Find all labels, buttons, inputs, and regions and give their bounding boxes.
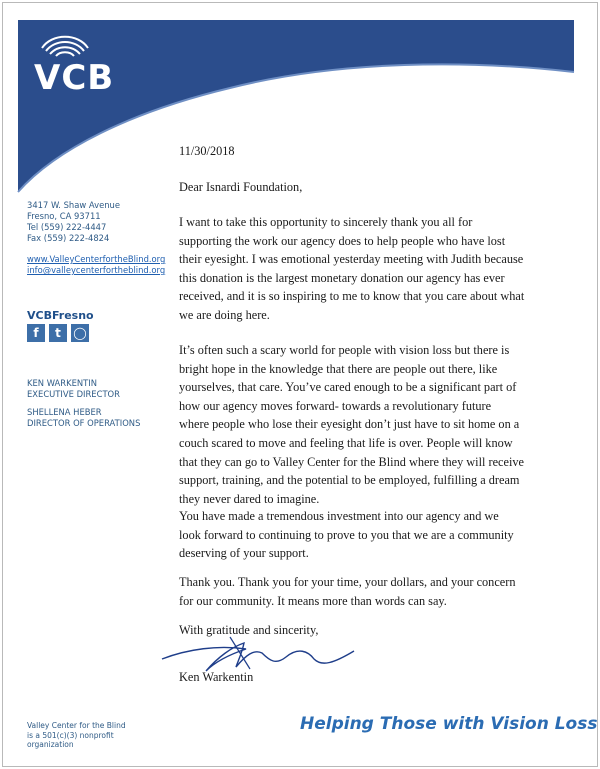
- note-line: organization: [27, 740, 74, 749]
- text-line: received, and it is so inspiring to me to know that you care about what: [179, 289, 525, 304]
- staff-name: SHELLENA HEBER: [27, 407, 102, 417]
- text-line: couch scared to move and feeling that life is over. People will know: [179, 435, 513, 450]
- staff-list: [27, 378, 140, 429]
- note-line: is a 501(c)(3) nonprofit: [27, 730, 114, 740]
- nonprofit-note: [27, 721, 126, 750]
- text-line: they never dared to imagine.: [179, 491, 320, 506]
- text-line: how our agency moves forward- towards a revolutionary future: [179, 398, 492, 413]
- facebook-icon[interactable]: f: [27, 324, 45, 342]
- address-line: 3417 W. Shaw Avenue: [27, 200, 121, 210]
- text-line: supporting the work our agency does to help people who have lost: [179, 233, 506, 248]
- letterhead-banner: [0, 0, 600, 200]
- text-line: where people who lose their eyesight don’t just have to sit home on a: [179, 417, 520, 432]
- text-line: this donation is the largest monetary donation our agency has ever: [179, 270, 505, 285]
- text-line: It’s often such a scary world for people with vision loss but there is: [179, 343, 510, 357]
- email-link[interactable]: info@valleycenterfortheblind.org: [27, 265, 166, 275]
- tagline: Helping Those with Vision Loss: [300, 714, 598, 734]
- text-line: deserving of your support.: [179, 546, 309, 561]
- text-line: for our community. It means more than words can say.: [179, 593, 447, 608]
- contact-links: [27, 254, 165, 276]
- staff-title: EXECUTIVE DIRECTOR: [27, 389, 120, 399]
- text-line: support, training, and the potential to be employed, fulfilling a dream: [179, 473, 520, 488]
- paragraph-4: [179, 573, 574, 610]
- logo-text: VCB: [34, 58, 115, 98]
- text-line: that they can go to Valley Center for the Blind where they will receive: [179, 454, 524, 469]
- text-line: yourselves, that care. You’ve cared enough to be a significant part of: [179, 380, 517, 395]
- text-line: we are doing here.: [179, 307, 270, 322]
- paragraph-1: [179, 213, 574, 325]
- text-line: their eyesight. I was emotional yesterday meeting with Judith because: [179, 252, 524, 267]
- signer-name: Ken Warkentin: [179, 670, 254, 684]
- paragraph-3: [179, 507, 574, 563]
- paragraph-2: [179, 341, 574, 508]
- phone-line: Tel (559) 222-4447: [27, 222, 107, 232]
- staff-name: KEN WARKENTIN: [27, 378, 97, 388]
- social-handle: VCBFresno: [27, 309, 94, 322]
- letter-date: 11/30/2018: [179, 144, 235, 158]
- text-line: Thank you. Thank you for your time, your dollars, and your concern: [179, 575, 516, 589]
- salutation: Dear Isnardi Foundation,: [179, 180, 303, 194]
- closing: With gratitude and sincerity,: [179, 623, 319, 637]
- text-line: look forward to continuing to prove to you that we are a community: [179, 527, 514, 542]
- text-line: You have made a tremendous investment into our agency and we: [179, 509, 499, 523]
- twitter-icon[interactable]: t: [49, 324, 67, 342]
- instagram-icon[interactable]: ◯: [71, 324, 89, 342]
- address-block: [27, 200, 120, 244]
- text-line: bright hope in the knowledge that there are people out there, like: [179, 361, 498, 376]
- address-line: Fresno, CA 93711: [27, 211, 101, 221]
- staff-title: DIRECTOR OF OPERATIONS: [27, 418, 141, 428]
- fax-line: Fax (559) 222-4824: [27, 233, 110, 243]
- social-icons: [27, 324, 89, 342]
- note-line: Valley Center for the Blind: [27, 721, 126, 730]
- text-line: I want to take this opportunity to sincerely thank you all for: [179, 215, 473, 229]
- banner-shape: [18, 20, 574, 192]
- website-link[interactable]: www.ValleyCenterfortheBlind.org: [27, 254, 166, 264]
